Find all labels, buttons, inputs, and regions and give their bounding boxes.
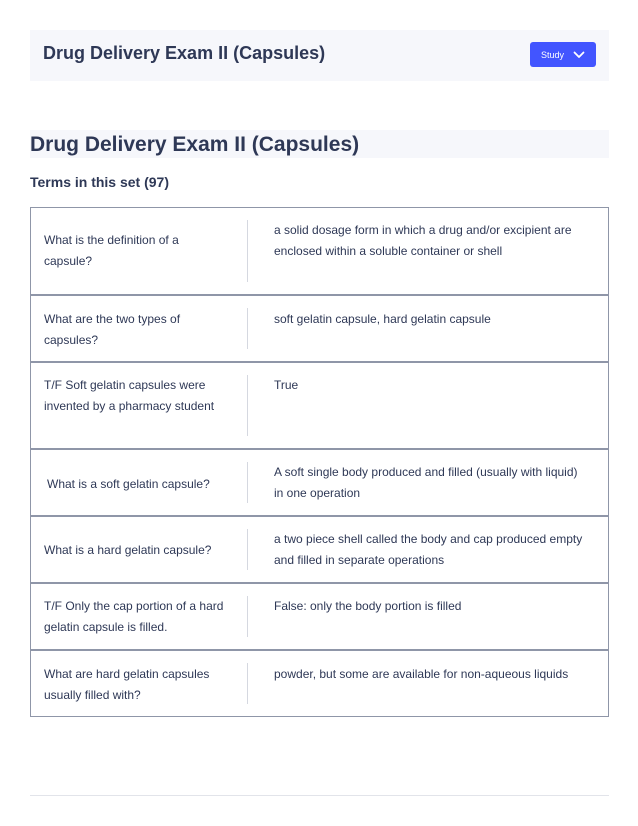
term-card [30, 516, 609, 583]
definition-text: A soft single body produced and filled (usually with liquid) in one operation [274, 465, 578, 500]
term-text: T/F Only the cap portion of a hard gelatin capsule is filled. [44, 599, 224, 634]
term-card [30, 208, 609, 295]
definition-text: powder, but some are available for non-aqueous liquids [274, 667, 569, 681]
card-divider [247, 308, 248, 349]
definition-text: True [274, 378, 299, 392]
terms-count: Terms in this set (97) [30, 174, 170, 190]
card-divider [247, 596, 248, 637]
definition-text: a two piece shell called the body and cap produced empty and filled in separate operations [274, 532, 583, 567]
study-button[interactable] [530, 42, 596, 67]
study-button-label: Study [540, 49, 564, 60]
term-card [30, 583, 609, 650]
term-text: What are hard gelatin capsules usually filled with? [44, 667, 210, 702]
card-divider [247, 375, 248, 436]
term-text: What are the two types of capsules? [44, 312, 181, 347]
definition-text: soft gelatin capsule, hard gelatin capsule [274, 312, 491, 326]
card-divider [247, 220, 248, 282]
term-card [30, 362, 609, 449]
terms-list [30, 207, 609, 717]
term-text: What is a soft gelatin capsule? [47, 477, 210, 491]
chevron-down-icon [573, 51, 585, 59]
card-divider [247, 663, 248, 704]
card-divider [247, 529, 248, 570]
header-title: Drug Delivery Exam II (Capsules) [43, 43, 326, 63]
term-card [30, 295, 609, 362]
footer-divider [30, 795, 609, 796]
page-title: Drug Delivery Exam II (Capsules) [30, 133, 360, 156]
card-divider [247, 462, 248, 503]
definition-text: a solid dosage form in which a drug and/or excipient are enclosed within a soluble container or shell [274, 223, 572, 258]
header-bar [30, 30, 609, 81]
definition-text: False: only the body portion is filled [274, 599, 462, 613]
term-card [30, 650, 609, 717]
term-text: What is the definition of a capsule? [44, 233, 179, 268]
term-text: T/F Soft gelatin capsules were invented by a pharmacy student [44, 378, 215, 413]
term-card [30, 449, 609, 516]
term-text: What is a hard gelatin capsule? [44, 543, 212, 557]
